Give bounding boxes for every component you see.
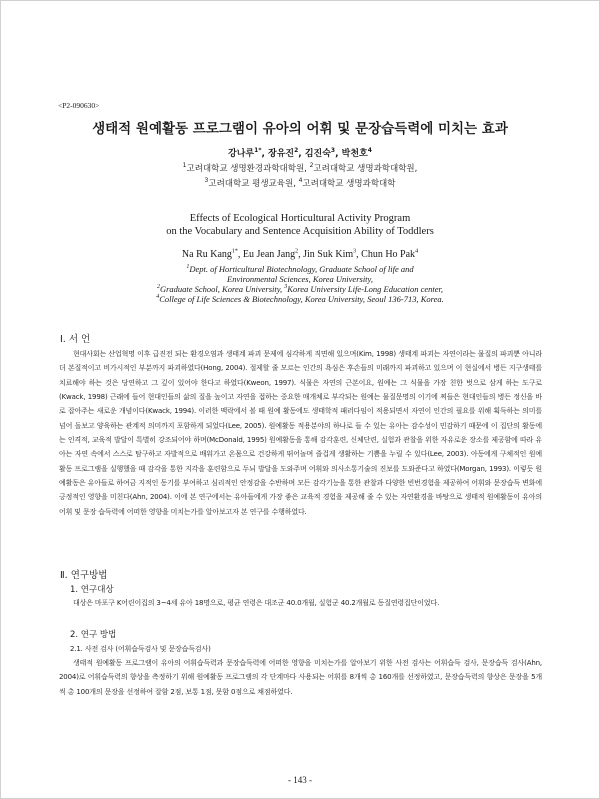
english-title-line-2: on the Vocabulary and Sentence Acquisition Ability of Toddlers [166, 226, 434, 237]
english-title-line-1: Effects of Ecological Horticultural Activity Program [189, 213, 411, 224]
subjects-paragraph: 대상은 마포구 K어린이집의 3~4세 유아 18명으로, 평균 연령은 대조군 40.0개월, 실험군 40.2개월로 동질연령집단이었다. [73, 599, 440, 607]
korean-affiliation-line-1: $^1$고려대학교 생명환경과학대학원, $^2$고려대학교 생명과학대학원, [182, 162, 418, 174]
english-affiliation-line-1: $^1$Dept. of Horticultural Biotechnology, Graduate School of life and [186, 264, 414, 274]
methods-heading: Ⅱ. 연구방법 [60, 570, 108, 581]
intro-heading: Ⅰ. 서 언 [60, 334, 91, 345]
page-number: - 143 - [288, 775, 312, 785]
english-affiliation-line-3: $^2$Graduate School, Korea University, $^3$Korea University Life-Long Education center, [156, 284, 444, 294]
korean-affiliation-line-2: $^3$고려대학교 평생교육원, $^4$고려대학교 생명과학대학 [204, 177, 396, 189]
english-affiliation-line-4: $^4$College of Life Sciences & Biotechnology, Korea University, Seoul 136-713, Korea. [156, 294, 444, 304]
korean-title: 생태적 원예활동 프로그램이 유아의 어휘 및 문장습득력에 미치는 효과 [92, 121, 508, 137]
korean-authors: 강나루$^{1*}$, 장유진$^2$, 김진숙$^3$, 박천호$^4$ [228, 147, 372, 159]
english-authors: Na Ru Kang$^{1*}$, Eu Jean Jang$^2$, Jin Suk Kim$^3$, Chun Ho Pak$^4$ [181, 248, 419, 260]
method-heading: 2. 연구 방법 [70, 630, 117, 640]
pretest-heading: 2.1. 사전 검사 (어휘습득검사 및 문장습득검사) [70, 645, 211, 653]
paper-code: <P2-090630> [58, 101, 100, 110]
pretest-paragraph: 생태적 원예활동 프로그램이 유아의 어휘습득력과 문장습득력에 어떠한 영향을 미치는가를 알아보기 위한 사전 검사는 어휘습득 검사, 문장습득 검사(Ahn, 2004)로 어휘습득력의 향상을 측정하기 위해 원예활동 프로그램의 각 단계마다 사용되는 어휘를 8개씩 총 160개를 선정하였고, 문장습득력의 향상은 문장을 5개씩 총 100개의 문장을 선정하여 잘함 2점, 보통 1점, 못함 0점으로 채점하였다. [59, 659, 542, 696]
subjects-heading: 1. 연구대상 [70, 585, 114, 595]
english-affiliation-line-2: Environmental Sciences, Korea University, [227, 274, 373, 284]
intro-paragraph: 현대사회는 산업혁명 이후 급진전 되는 환경오염과 생태계 파괴 문제에 심각하게 직면해 있으며(Kim, 1998) 생태계 파괴는 자연이라는 물질의 파괴뿐 아니라 더 본질적이고 비가시적인 부분까지 파괴하였다(Hong, 2004). 절제할 줄 모르는 인간의 욕심은 후손들의 미래까지 파괴하고 있으며 이 현실에서 병든 지구생태를 치료해야 하는 것은 당연하고 그 깊이 있어야 한다고 하였다(Kweon, 1997). 식물은 자연의 근본이요, 원예는 그 식물을 가장 친한 벗으로 삼게 하는 도구로(Kwack, 1998) 근래에 들어 현대인들의 삶의 질을 높이고 자연을 접하는 중요한 매개체로 부각되는 원예는 물질문명의 이기에 찌들은 현대인들의 병든 정신을 바로 잡아주는 새로운 개념이다(Kwack, 1994). 이러한 맥락에서 볼 때 원예 활동에도 생태학적 패러다임이 적용되면서 자연이 인간의 필요를 위해 획득하는 의미를 넘어 돌보고 양육하는 관계적 의미까지 포함하게 되었다(Lee, 2005). 원예활동 적용분야의 하나로 들 수 있는 유아는 감수성이 민감하기 때문에 이 집단의 활동에는 인격적, 교육적 발달이 특별히 강조되어야 하며(McDonald, 1995) 원예활동을 통해 감각훈련, 신체단련, 실험과 관찰을 위한 자유로운 장소를 제공함에 따라 유아는 자연 속에서 스스로 탐구하고 자발적으로 배워가고 온몸으로 건강하게 뛰어놀며 즐겁게 생활하는 기쁨을 누릴 수 있다(Lee, 2003). 아동에게 구체적인 원예 활동 프로그램을 실행했을 때 감각을 통한 지각을 훈련함으로 두뇌 발달을 도와주며 어휘와 의사소통기술의 진보를 도와준다고 하였다(Morgan, 1993). 이렇듯 원예활동은 유아들로 하여금 지적인 동기를 부여하고 심리적인 안정감을 수반하며 모든 감각기능을 통한 관찰과 다양한 빈번경험을 제공하여 어휘와 문장습득 변화에 긍정적인 영향을 미친다(Ahn, 2004). 이에 본 연구에서는 유아들에게 가장 좋은 교육적 경험을 제공해 줄 수 있는 자연환경을 바탕으로 생태적 원예활동이 유아의 어휘 및 문장 습득력에 어떠한 영향을 미치는가를 알아보고자 본 연구를 수행하였다. [59, 350, 542, 516]
